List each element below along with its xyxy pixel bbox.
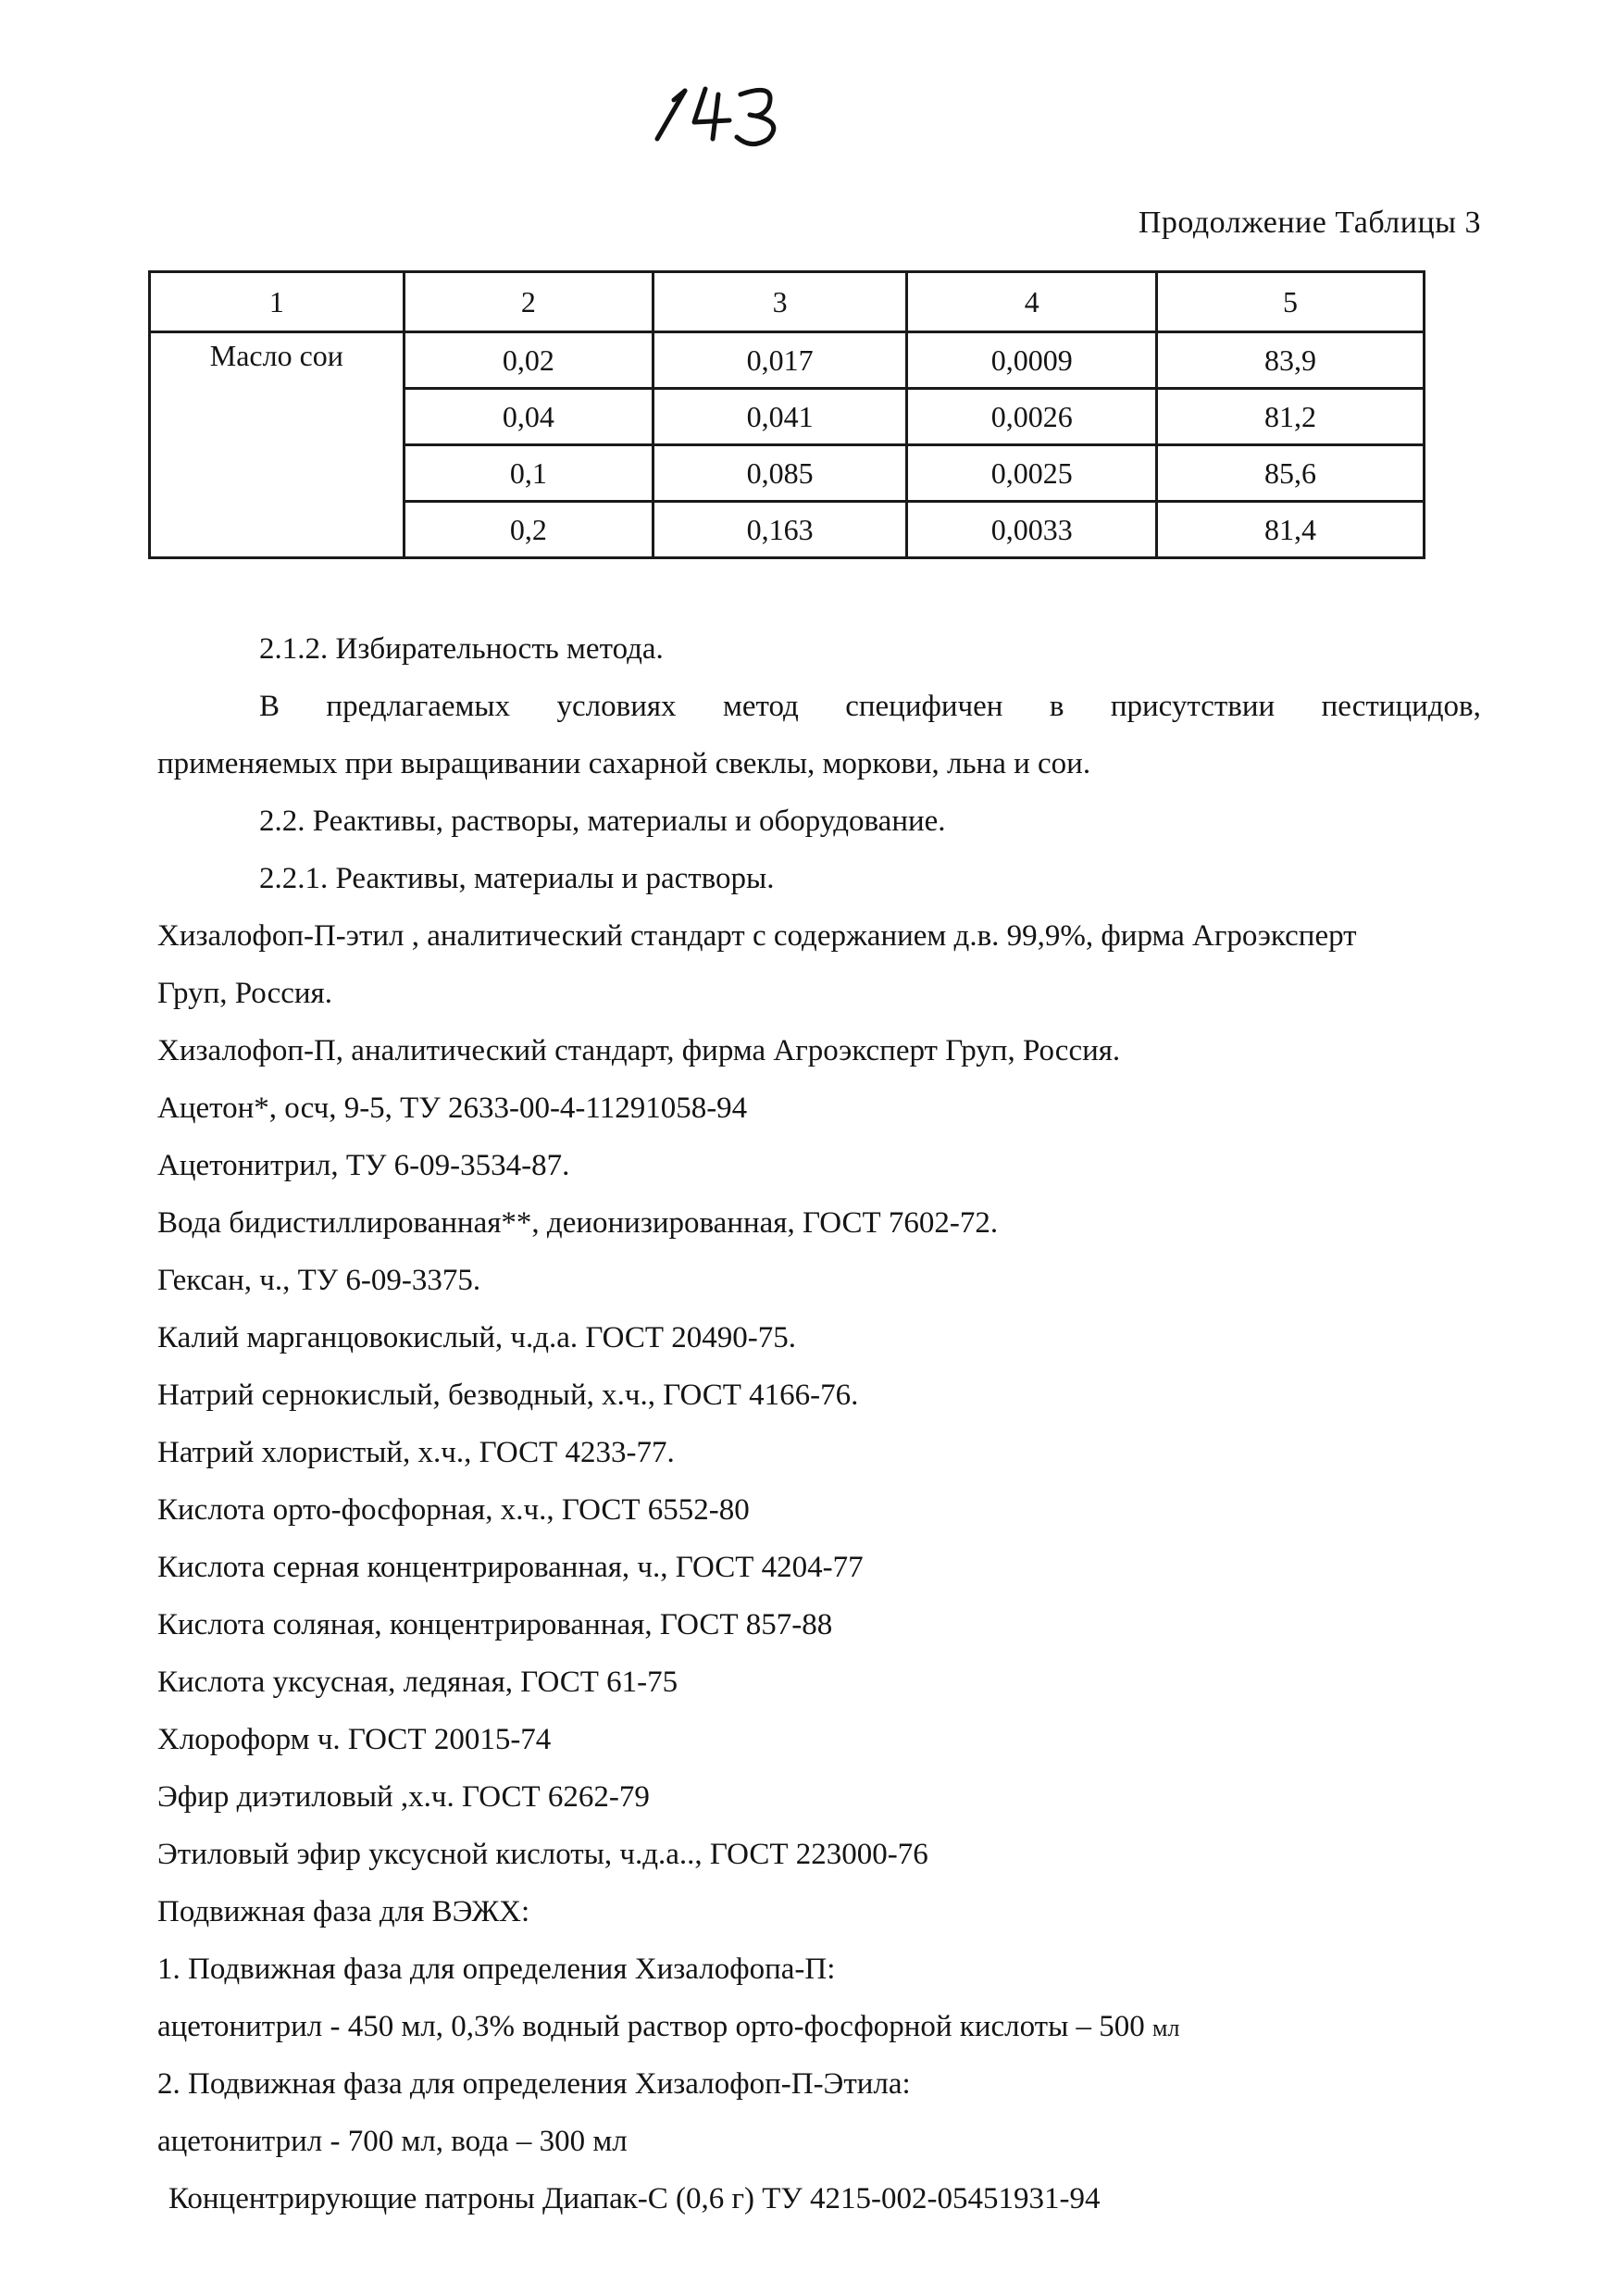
table-cell: 85,6 [1157, 445, 1425, 502]
mobile-phase-1-title: 1. Подвижная фаза для определения Хизалофопа-П: [157, 1953, 836, 1986]
table-cell: 0,0033 [907, 502, 1157, 558]
table-continuation-label: Продолжение Таблицы 3 [1138, 206, 1481, 240]
cartridges-line: Концентрирующие патроны Диапак-С (0,6 г) ТУ 4215-002-05451931-94 [168, 2182, 1101, 2215]
section-heading-2-1-2: 2.1.2. Избирательность метода. [259, 632, 664, 666]
table-row [150, 332, 1425, 389]
reagent-line: Ацетонитрил, ТУ 6-09-3534-87. [157, 1149, 570, 1182]
reagent-line: Хлороформ ч. ГОСТ 20015-74 [157, 1723, 552, 1756]
reagent-line: Этиловый эфир уксусной кислоты, ч.д.а.., ГОСТ 223000-76 [157, 1838, 928, 1871]
reagent-line: Ацетон*, осч, 9-5, ТУ 2633-00-4-11291058-94 [157, 1092, 748, 1125]
mobile-phase-heading: Подвижная фаза для ВЭЖХ: [157, 1895, 530, 1928]
reagent-line: Натрий сернокислый, безводный, х.ч., ГОСТ 4166-76. [157, 1379, 859, 1412]
paragraph-word: метод [722, 690, 799, 723]
table-header-cell: 3 [653, 272, 906, 332]
reagent-line: Кислота орто-фосфорная, х.ч., ГОСТ 6552-80 [157, 1493, 750, 1527]
handwritten-page-number [648, 74, 796, 148]
reagent-line: Хизалофоп-П-этил , аналитический стандарт с содержанием д.в. 99,9%, фирма Агроэксперт [157, 919, 1357, 953]
table-cell: 0,02 [404, 332, 653, 389]
table-cell: 0,163 [653, 502, 906, 558]
table-product-cell: Масло сои [150, 332, 404, 558]
table-cell: 0,04 [404, 389, 653, 445]
paragraph-word: пестицидов, [1321, 690, 1481, 723]
reagent-line: Кислота соляная, концентрированная, ГОСТ 857-88 [157, 1608, 833, 1641]
paragraph-word: В [259, 690, 280, 723]
reagent-line: Кислота серная концентрированная, ч., ГОСТ 4204-77 [157, 1551, 864, 1584]
reagent-line-continuation: Груп, Россия. [157, 977, 332, 1010]
table-cell: 0,0009 [907, 332, 1157, 389]
table-header-cell: 5 [1157, 272, 1425, 332]
table-cell: 81,4 [1157, 502, 1425, 558]
reagent-line: Калий марганцовокислый, ч.д.а. ГОСТ 20490-75. [157, 1321, 797, 1354]
table-header-cell: 2 [404, 272, 653, 332]
paragraph-word: условиях [556, 690, 677, 723]
reagent-line: Гексан, ч., ТУ 6-09-3375. [157, 1264, 481, 1297]
reagent-line: Натрий хлористый, х.ч., ГОСТ 4233-77. [157, 1436, 675, 1469]
mobile-phase-1-text: ацетонитрил - 450 мл, 0,3% водный раствор орто-фосфорной кислоты – 500 [157, 2010, 1145, 2043]
table-header-cell: 4 [907, 272, 1157, 332]
mobile-phase-2-composition: ацетонитрил - 700 мл, вода – 300 мл [157, 2125, 628, 2158]
table-cell: 0,0026 [907, 389, 1157, 445]
mobile-phase-2-title: 2. Подвижная фаза для определения Хизалофоп-П-Этила: [157, 2067, 911, 2101]
reagent-line: Хизалофоп-П, аналитический стандарт, фирма Агроэксперт Груп, Россия. [157, 1034, 1121, 1067]
reagent-line: Эфир диэтиловый ,х.ч. ГОСТ 6262-79 [157, 1780, 650, 1814]
table-cell: 81,2 [1157, 389, 1425, 445]
paragraph-word: присутствии [1110, 690, 1276, 723]
paragraph-word: в [1049, 690, 1064, 723]
paragraph-word: предлагаемых [326, 690, 511, 723]
paragraph-word: специфичен [845, 690, 1003, 723]
handwritten-page-number-drawing [648, 74, 796, 148]
table-header-cell: 1 [150, 272, 404, 332]
table-header-row [150, 272, 1425, 332]
reagent-line: Кислота уксусная, ледяная, ГОСТ 61-75 [157, 1666, 678, 1699]
document-body [157, 620, 1481, 2227]
mobile-phase-1-unit: мл [1152, 2015, 1180, 2041]
section-heading-2-2: 2.2. Реактивы, растворы, материалы и оборудование. [259, 805, 946, 838]
paragraph-line-justified [157, 678, 1481, 735]
table-cell: 0,041 [653, 389, 906, 445]
table-cell: 0,017 [653, 332, 906, 389]
table-cell: 0,085 [653, 445, 906, 502]
table-cell: 0,2 [404, 502, 653, 558]
section-heading-2-2-1: 2.2.1. Реактивы, материалы и растворы. [259, 862, 775, 895]
table-cell: 0,1 [404, 445, 653, 502]
reagent-line: Вода бидистиллированная**, деионизированная, ГОСТ 7602-72. [157, 1206, 999, 1240]
table-cell: 0,0025 [907, 445, 1157, 502]
paragraph-line: применяемых при выращивании сахарной свеклы, моркови, льна и сои. [157, 747, 1091, 780]
mobile-phase-1-composition [157, 1998, 1481, 2055]
data-table [148, 270, 1425, 559]
table-cell: 83,9 [1157, 332, 1425, 389]
